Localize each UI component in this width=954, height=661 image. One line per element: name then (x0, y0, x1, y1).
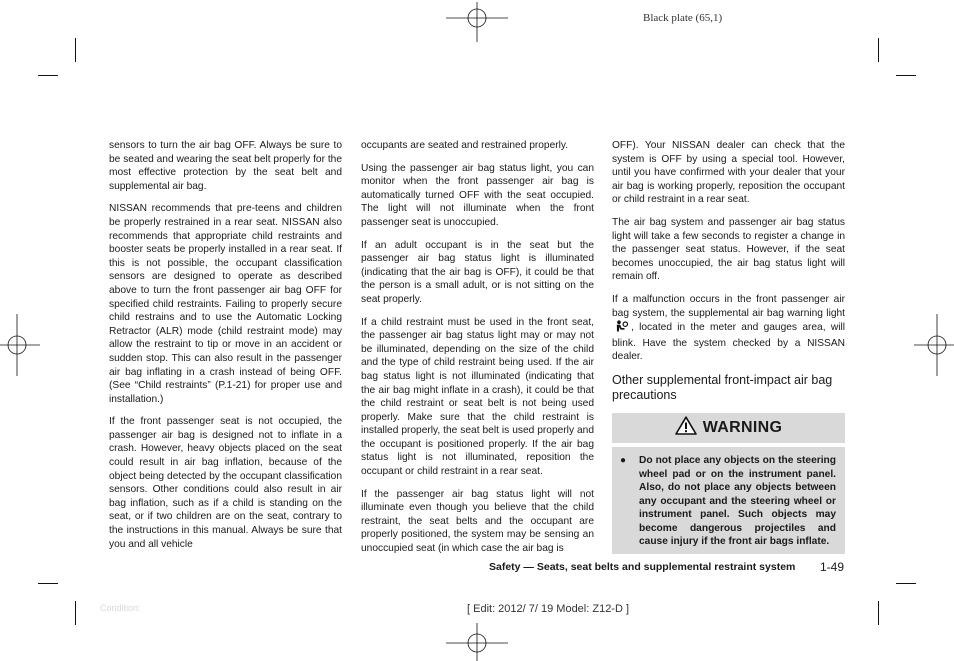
warning-text: Do not place any objects on the steering wheel pad or on the instrument panel. Also, do not place any objects between any occupant and the steering wheel or instrument panel. Such objects may become dangerous projectiles and cause injury if the front air bags inflate. (639, 454, 836, 548)
paragraph: If the front passenger seat is not occupied, the passenger air bag is designed not to inflate in a crash. However, heavy objects placed on the seat could result in air bag inflation, because of the object being detected by the occupant classification sensors. Other conditions could also result in air bag inflation, such as if a child is standing on the seat, or if two children are on the seat, contrary to the instructions in this manual. Always be sure that you and all vehicle (109, 416, 342, 550)
paragraph: NISSAN recommends that pre-teens and children be properly restrained in a rear seat. NISSAN also recommends that appropriate child restraints and booster seats be properly installed in a rear seat. If this is not possible, the occupant classification sensors are designed to operate as described above to turn the front passenger air bag OFF for specified child restraints. Failing to properly secure child restrains and to use the Automatic Locking Retractor (ALR) mode (child restraint mode) may allow the restraint to tip or move in an accident or sudden stop. This can also result in the passenger air bag inflating in a crash instead of being OFF. (See “Child restraints” (P.1-21) for proper use and installation.) (109, 203, 342, 405)
malfunction-text-after: , located in the meter and gauges area, will blink. Have the system checked by a NISSAN dealer. (612, 322, 845, 363)
malfunction-text-before: If a malfunction occurs in the front passenger air bag system, the supplemental air bag warning light (612, 293, 845, 319)
footer-section-title: Safety — Seats, seat belts and supplemental restraint system (489, 561, 796, 573)
airbag-warning-light-icon (615, 320, 628, 337)
page-number: 1-49 (820, 560, 845, 574)
warning-box (612, 447, 845, 554)
registration-mark-left (0, 314, 40, 376)
bullet: ● (620, 454, 627, 466)
plate-label: Black plate (65,1) (643, 12, 723, 24)
paragraph: The air bag system and passenger air bag status light will take a few seconds to register a change in the passenger seat status. However, if the seat becomes unoccupied, the air bag status light will remain off. (612, 216, 845, 283)
column-1 (109, 139, 342, 560)
warning-header (612, 413, 845, 443)
column-2 (361, 139, 594, 565)
paragraph: Using the passenger air bag status light, you can monitor when the front passenger air bag is automatically turned OFF with the seat occupied. The light will not illuminate when the front passenger seat is unoccupied. (361, 162, 594, 228)
condition-label: Condition: (100, 603, 141, 613)
edit-info: [ Edit: 2012/ 7/ 19 Model: Z12-D ] (467, 603, 630, 615)
registration-mark-right (914, 314, 954, 376)
paragraph: occupants are seated and restrained properly. (361, 140, 569, 151)
warning-triangle-icon (675, 416, 697, 440)
paragraph: If an adult occupant is in the seat but the passenger air bag status light is illuminated (indicating that the air bag is OFF), it could be that the person is a small adult, or is not sitting on the seat properly. (361, 239, 594, 305)
paragraph: If a child restraint must be used in the front seat, the passenger air bag status light may or may not be illuminated, depending on the size of the child and the type of child restraint being used. If the air bag status light is not illuminated (indicating that the air bag might inflate in a crash), it could be that the child restraint or seat belt is not being used properly. Make sure that the child restraint is installed properly, the seat belt is used properly and the occupant is positioned properly. If the air bag status light is not illuminated, reposition the occupant or child restraint in a rear seat. (361, 316, 594, 478)
warning-title: WARNING (702, 419, 783, 437)
paragraph: sensors to turn the air bag OFF. Always be sure to be seated and wearing the seat belt properly for the most effective protection by the seat belt and supplemental air bag. (109, 140, 342, 192)
paragraph: OFF). Your NISSAN dealer can check that the system is OFF by using a special tool. However, until you have confirmed with your dealer that your air bag is working properly, reposition the occupant or child restraint in a rear seat. (612, 140, 845, 206)
registration-mark-bottom (446, 623, 508, 661)
paragraph: If the passenger air bag status light will not illuminate even though you believe that the child restraint, the seat belts and the occupant are properly positioned, the system may be sensing an unoccupied seat (in which case the air bag is (361, 488, 594, 555)
column-3 (612, 139, 845, 554)
registration-mark-top (446, 2, 508, 42)
section-subheading: Other supplemental front-impact air bag precautions (612, 372, 833, 402)
malfunction-paragraph (612, 293, 845, 364)
